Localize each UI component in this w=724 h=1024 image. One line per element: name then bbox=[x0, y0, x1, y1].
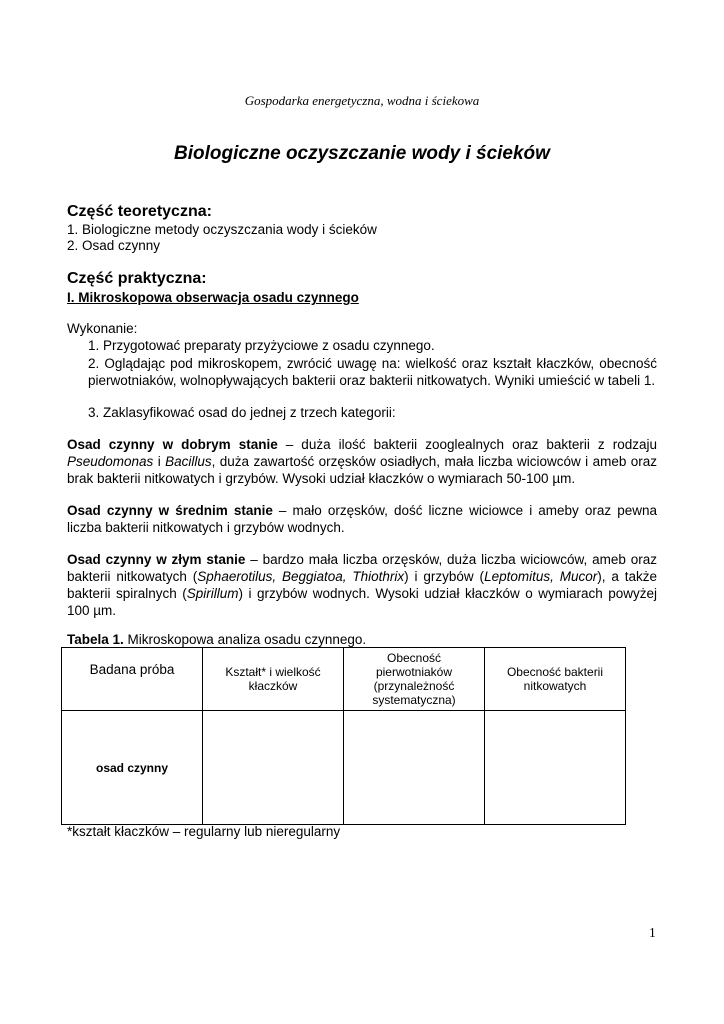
analysis-table bbox=[61, 647, 626, 825]
col-header-filamentous: Obecność bakterii nitkowatych bbox=[485, 648, 626, 711]
table-header-row bbox=[62, 648, 626, 711]
cell-filamentous bbox=[485, 711, 626, 825]
step-2: 2. Oglądając pod mikroskopem, zwrócić uwagę na: wielkość oraz kształt kłaczków, obecność pierwotniaków, wolnopływających bakterii oraz bakterii nitkowatych. Wyniki umieścić w tabeli 1. bbox=[88, 356, 657, 388]
execution-label: Wykonanie: bbox=[67, 321, 138, 336]
table-row bbox=[62, 711, 626, 825]
cell-protozoa bbox=[344, 711, 485, 825]
category-medium: Osad czynny w średnim stanie – mało orzęsków, dość liczne wiciowce i ameby oraz pewna liczba bakterii nitkowatych i grzybów wodnych. bbox=[67, 503, 657, 535]
table-caption: Tabela 1. Mikroskopowa analiza osadu czynnego. bbox=[67, 632, 367, 647]
page-number: 1 bbox=[649, 925, 656, 940]
practice-subheading: I. Mikroskopowa obserwacja osadu czynnego bbox=[67, 290, 359, 305]
running-header: Gospodarka energetyczna, wodna i ściekowa bbox=[244, 93, 480, 108]
cell-shape bbox=[203, 711, 344, 825]
col-header-protozoa: Obecność pierwotniaków (przynależność systematyczna) bbox=[344, 648, 485, 711]
category-bad-lead: Osad czynny w złym stanie bbox=[67, 552, 246, 567]
step-1: 1. Przygotować preparaty przyżyciowe z osadu czynnego. bbox=[88, 338, 435, 353]
theory-heading: Część teoretyczna: bbox=[67, 203, 212, 220]
col-header-shape: Kształt* i wielkość kłaczków bbox=[203, 648, 344, 711]
col-header-sample: Badana próba bbox=[62, 648, 203, 711]
row-label-sample: osad czynny bbox=[62, 711, 203, 825]
theory-item-2: 2. Osad czynny bbox=[67, 238, 161, 253]
category-bad: Osad czynny w złym stanie – bardzo mała liczba orzęsków, duża liczba wiciowców, ameb oraz bakterii nitkowatych (Sphaerotilus, Beggiatoa, Thiothrix) i grzybów (Leptomitus, Mucor), a także bakterii spiralnych (Spirillum) i grzybów wodnych. Wysoki udział kłaczków o wymiarach powyżej 100 µm. bbox=[67, 552, 658, 618]
step-3: 3. Zaklasyfikować osad do jednej z trzech kategorii: bbox=[88, 405, 396, 420]
category-medium-lead: Osad czynny w średnim stanie bbox=[67, 503, 273, 518]
theory-item-1: 1. Biologiczne metody oczyszczania wody i ścieków bbox=[67, 222, 377, 237]
footnote: *kształt kłaczków – regularny lub nieregularny bbox=[67, 824, 341, 839]
category-good: Osad czynny w dobrym stanie – duża ilość bakterii zooglealnych oraz bakterii z rodzaju Pseudomonas i Bacillus, duża zawartość orzęsków osiadłych, mała liczba wiciowców i ameb oraz brak bakterii nitkowatych i grzybów. Wysoki udział kłaczków o wymiarach 50-100 µm. bbox=[67, 437, 657, 486]
practice-heading: Część praktyczna: bbox=[67, 270, 207, 287]
document-title: Biologiczne oczyszczanie wody i ścieków bbox=[174, 143, 550, 164]
category-good-lead: Osad czynny w dobrym stanie bbox=[67, 437, 278, 452]
